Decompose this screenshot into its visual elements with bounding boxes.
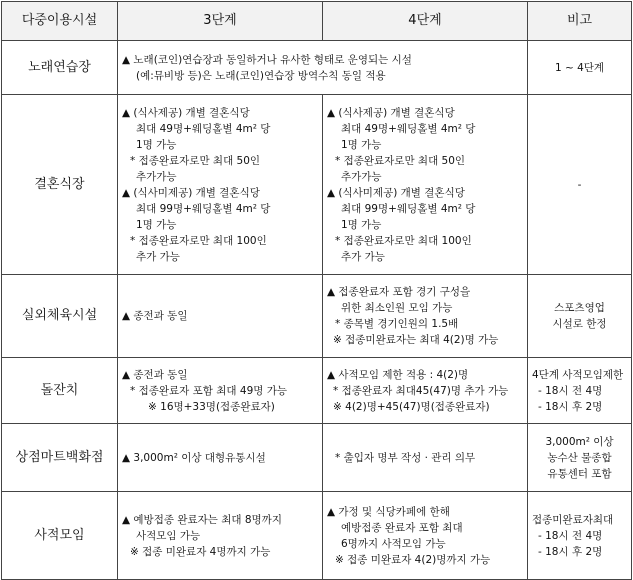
rule-line: ※ 접종미완료자는 최대 4(2)명 가능 [333,334,499,346]
rule-line: 1명 가능 [136,138,177,151]
rule-line: ※ 16명+33명(접종완료자) [148,400,275,413]
note-cell [528,95,632,275]
stage4-cell [323,95,528,275]
rule-line: * 종목별 경기인원의 1.5배 [335,318,459,330]
note-cell [528,41,632,95]
stage3-cell [118,358,323,424]
facility-name: 노래연습장 [2,41,118,95]
rule-line: 최대 99명+웨딩홀별 4m² 당 [341,202,476,215]
rule-line: 추가 가능 [341,250,385,263]
rule-line: ▲ (식사미제공) 개별 결혼식당 [122,186,260,199]
stage3-cell [118,95,323,275]
table-row [2,41,632,95]
header-stage4: 4단계 [323,2,528,41]
rule-line: 1명 가능 [136,218,177,231]
rule-line: ▲ 가정 및 식당카페에 한해 [327,505,450,518]
note-cell [528,492,632,580]
note-line: 스포츠영업 [554,302,605,314]
header-stage3: 3단계 [118,2,323,41]
rule-line: ※ 접종 미완료자 4명까지 가능 [130,545,271,558]
note-line: 1 ~ 4단계 [554,61,605,74]
rule-line: 추가가능 [136,170,177,183]
rule-line: ※ 접종 미완료자 4(2)명까지 가능 [335,553,491,566]
header-facility: 다중이용시설 [2,2,118,41]
rule-line: 예방접종 완료자 포함 최대 [341,521,463,534]
facility-name: 상점마트백화점 [2,424,118,492]
table-row [2,492,632,580]
rule-line: ▲ 노래(코인)연습장과 동일하거나 유사한 형태로 운영되는 시설 [122,53,412,66]
table-row [2,358,632,424]
facility-name: 실외체육시설 [2,275,118,358]
note-line: - 18시 전 4명 [538,384,603,397]
rule-line: ▲ (식사제공) 개별 결혼식당 [327,106,455,119]
rule-line: 추가가능 [341,170,382,183]
rule-line: 사적모임 가능 [136,529,201,542]
note-line: 3,000m² 이상 [545,435,614,448]
stage4-cell [323,275,528,358]
stage4-cell [323,358,528,424]
stage3-4-merged-cell [118,41,528,95]
rule-line: 최대 99명+웨딩홀별 4m² 당 [136,202,271,215]
rule-line: 1명 가능 [341,138,382,151]
note-line: 접종미완료자최대 [532,513,614,526]
rule-line: ▲ (식사제공) 개별 결혼식당 [122,106,250,119]
rule-line: ▲ 접종완료자 포함 경기 구성을 [327,286,471,298]
rule-line: ▲ (식사미제공) 개별 결혼식당 [327,186,465,199]
rule-line: 최대 49명+웨딩홀별 4m² 당 [136,122,271,135]
note-cell [528,275,632,358]
note-line: - 18시 후 2명 [538,545,603,558]
rule-line: 최대 49명+웨딩홀별 4m² 당 [341,122,476,135]
rule-line: * 출입자 명부 작성 · 관리 의무 [335,451,476,464]
rule-line: ▲ 사적모임 제한 적용 : 4(2)명 [327,368,469,381]
facility-name: 결혼식장 [2,95,118,275]
rule-line: (예:뮤비방 등)은 노래(코인)연습장 방역수칙 동일 적용 [136,69,386,82]
table-row [2,424,632,492]
table-row [2,95,632,275]
rule-line: * 접종완료자로만 최대 50인 [130,154,261,167]
rule-line: ※ 4(2)명+45(47)명(접종완료자) [333,400,490,413]
rule-line: 추가 가능 [136,250,180,263]
note-line: - [577,178,582,191]
rule-line: ▲ 예방접종 완료자는 최대 8명까지 [122,513,282,526]
note-line: 시설로 한정 [552,318,607,330]
stage3-cell [118,275,323,358]
note-cell [528,358,632,424]
quarantine-rules-table [1,1,632,580]
rule-line: * 접종완료자 최대45(47)명 추가 가능 [333,384,509,397]
header-note: 비고 [528,2,632,41]
rule-line: ▲ 3,000m² 이상 대형유통시설 [122,451,266,464]
stage3-cell [118,424,323,492]
rule-line: 1명 가능 [341,218,382,231]
facility-name: 사적모임 [2,492,118,580]
stage4-cell [323,424,528,492]
table-row [2,275,632,358]
rule-line: ▲ 종전과 동일 [122,368,188,381]
stage4-cell [323,492,528,580]
facility-name: 돌잔치 [2,358,118,424]
rule-line: 위한 최소인원 모임 가능 [341,302,453,314]
note-line: - 18시 후 2명 [538,400,603,413]
rule-line: * 접종완료자 포함 최대 49명 가능 [130,384,288,397]
note-line: 농수산 물종합 [547,451,612,464]
stage3-cell [118,492,323,580]
rule-line: * 접종완료자로만 최대 100인 [335,234,472,247]
note-line: 4단계 사적모임제한 [532,368,624,381]
rule-line: * 접종완료자로만 최대 100인 [130,234,267,247]
rule-line: 6명까지 사적모임 가능 [341,537,446,550]
header-row [2,2,632,41]
rule-line: * 접종완료자로만 최대 50인 [335,154,466,167]
note-line: - 18시 전 4명 [538,529,603,542]
rule-line: ▲ 종전과 동일 [122,310,188,322]
note-cell [528,424,632,492]
note-line: 유통센터 포함 [547,467,612,480]
